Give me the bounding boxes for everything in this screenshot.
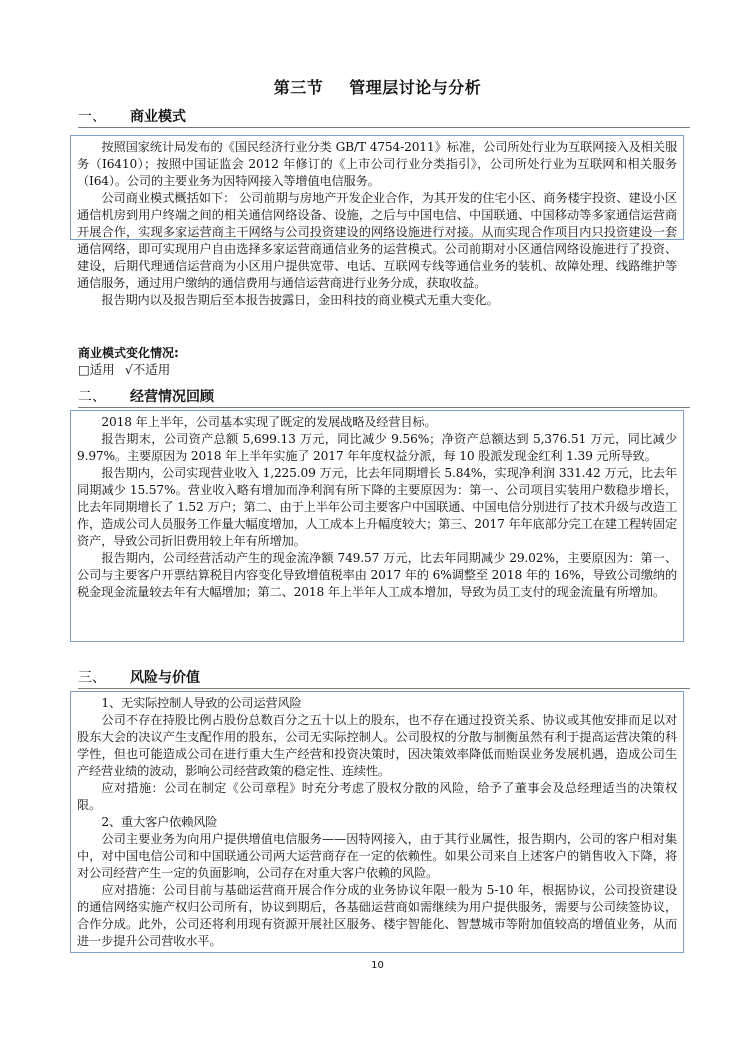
paragraph: 按照国家统计局发布的《国民经济行业分类 GB/T 4754-2011》标准，公司所处行业为互联网接入及相关服务（I6410）；按照中国证监会 2012 年修订的《上市公司行业分类指引》，公司所处行业为互联网和相关服务（I64）。公司的主要业务为因特网接入等增值电信服务。 (77, 140, 677, 188)
paragraph: 报告期内，公司经营活动产生的现金流净额 749.57 万元，比去年同期减少 29.02%，主要原因为：第一、公司与主要客户开票结算税目内容变化导致增值税率由 2017 年的 6%调整至 2018 年的 16%，导致公司缴纳的税金现金流量较去年有大幅增加；第二、2018 年上半年人工成本增加，导致为员工支付的现金流量有所增加。 (77, 551, 677, 599)
paragraph: 公司商业模式概括如下： 公司前期与房地产开发企业合作，为其开发的住宅小区、商务楼宇投资、建设小区通信机房到用户终端之间的相关通信网络设备、设施，之后与中国电信、中国联通、中国移动等多家通信运营商开展合作，实现多家运营商主干网络与公司投资建设的网络设施进行对接。从而实现合作项目内只投资建设一套通信网络，即可实现用户自由选择多家运营商通信业务的运营模式。公司前期对小区通信网络设施进行了投资、建设，后期代理通信运营商为小区用户提供宽带、电话、互联网专线等通信业务的装机、故障处理、线路维护等通信服务，通过用户缴纳的通信费用与通信运营商进行业务分成，获取收益。 (77, 191, 677, 290)
paragraph: 2、重大客户依赖风险 (101, 815, 218, 829)
section-heading-number: 三、 (78, 670, 106, 686)
paragraph: 报告期末，公司资产总额 5,699.13 万元，同比减少 9.56%；净资产总额达到 5,376.51 万元，同比减少 9.97%。主要原因为 2018 年上半年实施了 2017 年年度权益分派，每 10 股派发现金红利 1.39 元所导致。 (77, 432, 677, 463)
section-heading-title: 风险与价值 (130, 670, 200, 686)
paragraph: 报告期内，公司实现营业收入 1,225.09 万元，比去年同期增长 5.84%，实现净利润 331.42 万元，比去年同期减少 15.57%。营业收入略有增加而净利润有所下降的主要原因为：第一、公司项目实装用户数稳步增长，比去年同期增长了 1.52 万户；第二、由于上半年公司主要客户中国联通、中国电信分别进行了技术升级与改造工作，造成公司人员服务工作量大幅度增加，人工成本上升幅度较大；第三、2017 年年底部分完工在建工程转固定资产，导致公司折旧费用较上年有所增加。 (77, 466, 677, 548)
section-heading-business-model (78, 106, 186, 126)
section-heading-risks (78, 667, 200, 687)
section-heading-number: 二、 (78, 389, 106, 405)
section-divider (78, 127, 690, 128)
section-name: 管理层讨论与分析 (349, 78, 482, 97)
business-model-box (70, 135, 684, 307)
section-number: 第三节 (273, 78, 324, 97)
paragraph: 应对措施：公司目前与基础运营商开展合作分成的业务协议年限一般为 5-10 年，根据协议，公司投资建设的通信网络实施产权归公司所有，协议到期后，各基础运营商如需继续为用户提供服务，需要与公司续签协议，合作分成。此外，公司还将利用现有资源开展社区服务、楼宇智能化、智慧城市等附加值较高的增值业务，从而进一步提升公司营收水平。 (77, 883, 677, 948)
section-heading-title: 经营情况回顾 (130, 389, 214, 405)
paragraph: 公司主要业务为向用户提供增值电信服务——因特网接入，由于其行业属性，报告期内，公司的客户相对集中，对中国电信公司和中国联通公司两大运营商存在一定的依赖性。如果公司来自上述客户的销售收入下降，将对公司经营产生一定的负面影响，公司存在对重大客户依赖的风险。 (77, 832, 677, 880)
option-applicable: □适用 (78, 362, 115, 377)
operations-box (70, 410, 684, 642)
paragraph: 报告期内以及报告期后至本报告披露日，金田科技的商业模式无重大变化。 (101, 293, 499, 307)
applicability-options (78, 360, 170, 378)
paragraph: 1、无实际控制人导致的公司运营风险 (101, 696, 302, 710)
option-not-applicable: √不适用 (124, 362, 171, 377)
section-divider (78, 688, 690, 689)
page-title (0, 75, 755, 98)
paragraph: 2018 年上半年，公司基本实现了既定的发展战略及经营目标。 (101, 415, 437, 429)
business-model-change-label: 商业模式变化情况: (78, 346, 179, 360)
section-divider (78, 407, 690, 408)
risks-box (70, 691, 684, 953)
section-heading-operations (78, 386, 214, 406)
page-number: 10 (371, 960, 384, 971)
paragraph: 应对措施：公司在制定《公司章程》时充分考虑了股权分散的风险，给予了董事会及总经理适当的决策权限。 (77, 781, 677, 812)
section-heading-number: 一、 (78, 109, 106, 125)
paragraph: 公司不存在持股比例占股份总数百分之五十以上的股东，也不存在通过投资关系、协议或其他安排而足以对股东大会的决议产生支配作用的股东，公司无实际控制人。公司股权的分散与制衡虽然有利于提高运营决策的科学性，但也可能造成公司在进行重大生产经营和投资决策时，因决策效率降低而贻误业务发展机遇，造成公司生产经营业绩的波动，影响公司经营政策的稳定性、连续性。 (77, 713, 677, 778)
section-heading-title: 商业模式 (130, 109, 186, 125)
